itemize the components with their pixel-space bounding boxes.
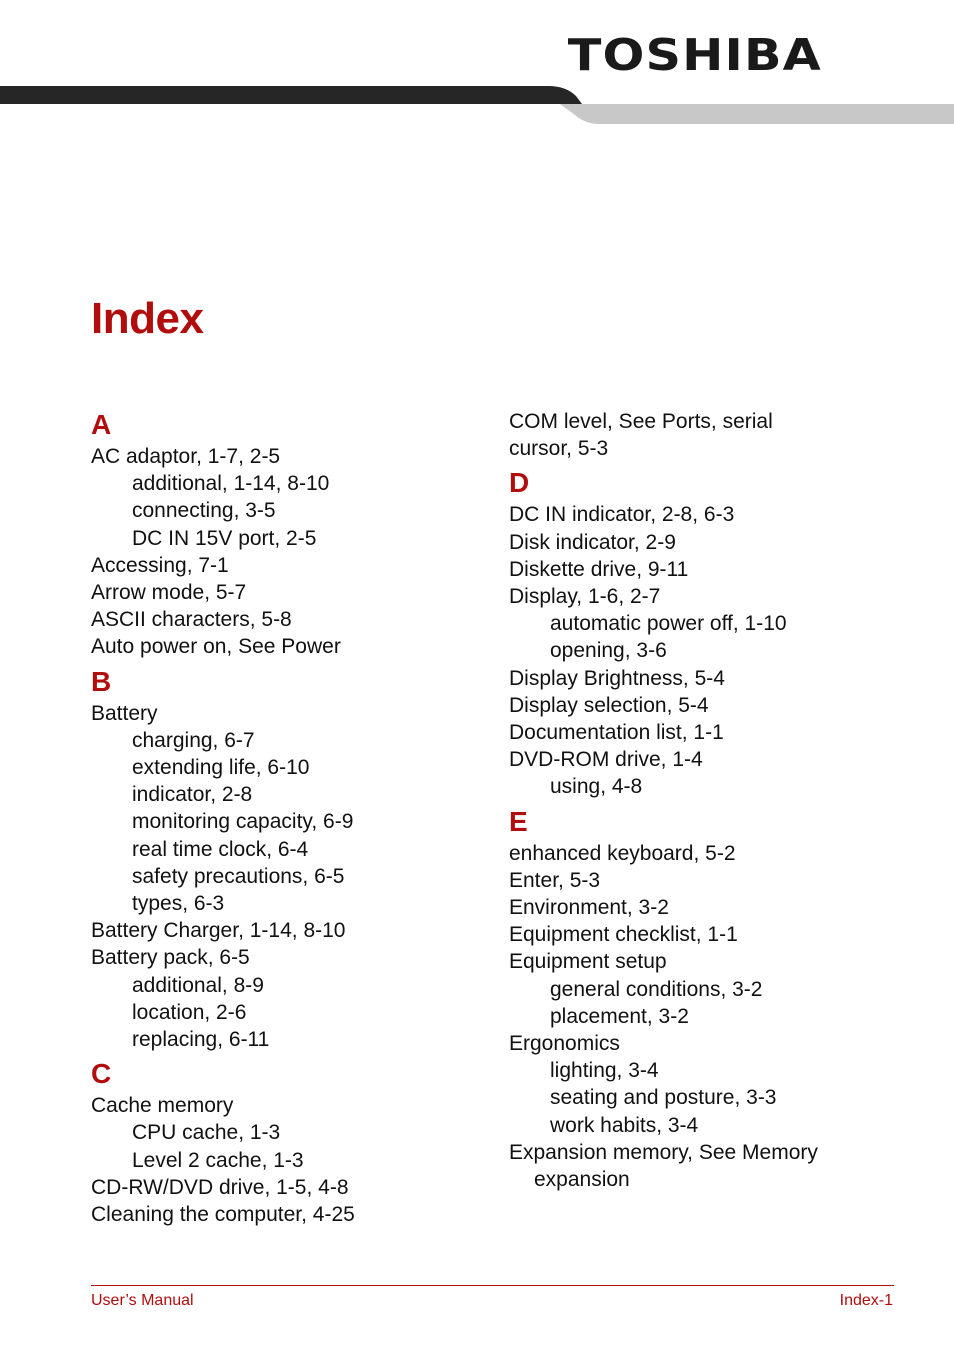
index-entry: Equipment setup xyxy=(509,950,667,974)
index-subentry: placement, 3-2 xyxy=(550,1004,689,1028)
index-entry: DVD-ROM drive, 1-4 xyxy=(509,748,703,772)
index-subentry: charging, 6-7 xyxy=(132,728,255,752)
index-entry: Arrow mode, 5-7 xyxy=(91,581,247,605)
index-subentry: additional, 8-9 xyxy=(132,973,264,997)
index-subentry: lighting, 3-4 xyxy=(550,1059,659,1083)
index-entry: Accessing, 7-1 xyxy=(91,553,229,577)
index-subentry: extending life, 6-10 xyxy=(132,756,310,780)
index-section-letter: B xyxy=(91,665,112,697)
index-section-letter: D xyxy=(509,467,530,499)
header-band-dark xyxy=(0,86,582,104)
index-subentry: types, 6-3 xyxy=(132,892,225,916)
index-subentry: replacing, 6-11 xyxy=(132,1028,270,1052)
index-subentry: connecting, 3-5 xyxy=(132,499,276,523)
index-entry: Expansion memory, See Memory xyxy=(509,1140,818,1164)
index-entry: DC IN indicator, 2-8, 6-3 xyxy=(509,503,735,527)
index-subentry: monitoring capacity, 6-9 xyxy=(132,810,354,834)
index-entry: COM level, See Ports, serial xyxy=(509,410,773,433)
index-entry: Cleaning the computer, 4-25 xyxy=(91,1203,355,1227)
index-entry: Disk indicator, 2-9 xyxy=(509,530,676,554)
index-entry: Battery xyxy=(91,701,158,725)
index-entry: cursor, 5-3 xyxy=(509,437,609,461)
index-column-left xyxy=(91,404,491,1228)
toshiba-logo: TOSHIBA xyxy=(567,30,822,81)
index-entry: Environment, 3-2 xyxy=(509,896,669,920)
index-subentry: opening, 3-6 xyxy=(550,639,667,663)
index-entry: AC adaptor, 1-7, 2-5 xyxy=(91,445,281,468)
index-entry: Documentation list, 1-1 xyxy=(509,721,724,745)
index-subentry: automatic power off, 1-10 xyxy=(550,612,787,636)
index-subentry: real time clock, 6-4 xyxy=(132,837,309,861)
index-entry: Display Brightness, 5-4 xyxy=(509,666,725,690)
index-entry: CD-RW/DVD drive, 1-5, 4-8 xyxy=(91,1175,349,1199)
index-entry: Display selection, 5-4 xyxy=(509,693,709,717)
index-column-right xyxy=(509,408,909,1193)
index-subentry: CPU cache, 1-3 xyxy=(132,1121,281,1145)
index-subentry: indicator, 2-8 xyxy=(132,783,253,807)
index-subentry: location, 2-6 xyxy=(132,1000,247,1024)
index-entry: Battery Charger, 1-14, 8-10 xyxy=(91,919,346,943)
index-entry: Ergonomics xyxy=(509,1032,620,1056)
page-title: Index xyxy=(91,294,204,343)
index-section-letter: C xyxy=(91,1058,112,1090)
index-entry: enhanced keyboard, 5-2 xyxy=(509,841,736,865)
footer-rule xyxy=(91,1285,894,1286)
index-entry: Display, 1-6, 2-7 xyxy=(509,585,661,609)
footer-page-number: Index-1 xyxy=(839,1292,893,1309)
index-entry: ASCII characters, 5-8 xyxy=(91,608,292,632)
index-subentry: DC IN 15V port, 2-5 xyxy=(132,526,317,550)
index-subentry: general conditions, 3-2 xyxy=(550,977,763,1001)
index-subentry: Level 2 cache, 1-3 xyxy=(132,1148,304,1172)
index-entry: Equipment checklist, 1-1 xyxy=(509,923,738,947)
index-subentry: additional, 1-14, 8-10 xyxy=(132,472,330,496)
index-entry: Auto power on, See Power xyxy=(91,635,341,659)
index-subentry: seating and posture, 3-3 xyxy=(550,1086,777,1110)
index-subentry: safety precautions, 6-5 xyxy=(132,864,345,888)
index-entry: Cache memory xyxy=(91,1094,234,1118)
index-entry: Battery pack, 6-5 xyxy=(91,946,250,970)
footer-manual-name: User’s Manual xyxy=(91,1292,194,1309)
index-entry: Enter, 5-3 xyxy=(509,868,601,892)
index-subentry: using, 4-8 xyxy=(550,775,643,799)
index-section-letter: A xyxy=(91,409,112,440)
index-subentry: work habits, 3-4 xyxy=(550,1113,699,1137)
index-section-letter: E xyxy=(509,805,528,837)
index-entry: Diskette drive, 9-11 xyxy=(509,557,689,581)
header-band-light xyxy=(560,104,954,124)
index-subentry: expansion xyxy=(534,1168,630,1192)
